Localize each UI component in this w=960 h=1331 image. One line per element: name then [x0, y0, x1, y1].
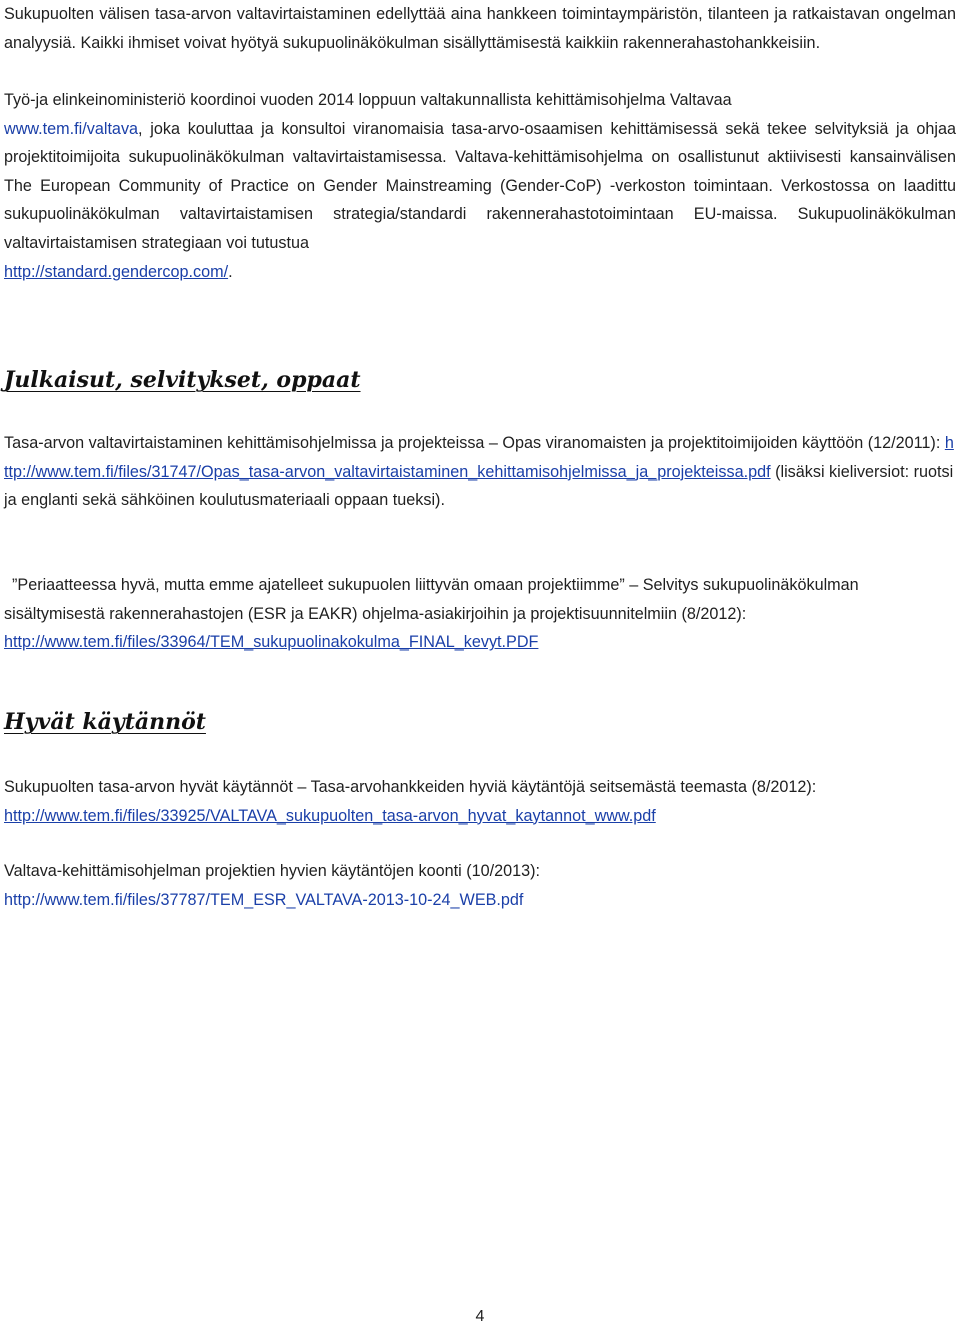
link-gendercop-standard[interactable]: http://standard.gendercop.com/ — [4, 262, 229, 281]
link-survey-pdf[interactable]: http://www.tem.fi/files/33964/TEM_sukupuolinakokulma_FINAL_kevyt.PDF — [4, 633, 539, 652]
paragraph-survey — [4, 571, 956, 657]
paragraph-good-practices — [4, 773, 816, 830]
paragraph-good-practices-text: Sukupuolten tasa-arvon hyvät käytännöt – Tasa-arvohankkeiden hyviä käytäntöjä seitsemästä teemasta (8/2012): — [4, 778, 817, 796]
paragraph-guide-text-2: (lisäksi kieliversiot: ruotsi ja englanti sekä sähköinen koulutusmateriaali oppaan tueksi). — [4, 462, 954, 510]
paragraph-guide — [4, 429, 956, 515]
section-heading-publications: Julkaisut, selvitykset, oppaat — [4, 367, 361, 393]
paragraph-valtava-text-2: , joka kouluttaa ja konsultoi viranomaisia tasa-arvo-osaamisen kehittämisessä sekä tekee selvityksiä ja ohjaa projektitoimijoita sukupuolinäkökulman valtavirtaistamisessa. Valtava-kehittämisohjelma on osallistunut aktiivisesti kansainvälisen The European Community of Practice on Gender Mainstreaming (Gender-CoP) -verkoston toimintaan. Verkostossa on laadittu sukupuolinäkökulman valtavirtaistamisen strategia/standardi rakennerahastotoimintaan EU-maissa. Sukupuolinäkökulman valtavirtaistamisen strategiaan voi tutustua — [4, 119, 956, 252]
paragraph-valtava — [4, 86, 956, 286]
section-heading-good-practices: Hyvät käytännöt — [4, 709, 206, 735]
paragraph-valtava-text-3: . — [228, 262, 233, 281]
page-number: 4 — [475, 1308, 485, 1325]
paragraph-compilation-text: Valtava-kehittämisohjelman projektien hyvien käytäntöjen koonti (10/2013): — [4, 862, 540, 880]
paragraph-compilation — [4, 857, 540, 914]
paragraph-intro: Sukupuolten välisen tasa-arvon valtavirtaistaminen edellyttää aina hankkeen toimintaympäristön, tilanteen ja ratkaistavan ongelman analyysiä. Kaikki ihmiset voivat hyötyä sukupuolinäkökulman sisällyttämisestä kaikkiin rakennerahastohankkeisiin. — [4, 5, 956, 52]
link-good-practices-pdf[interactable]: http://www.tem.fi/files/33925/VALTAVA_sukupuolten_tasa-arvon_hyvat_kaytannot_www.pdf — [4, 806, 656, 825]
paragraph-valtava-text-1: Työ-ja elinkeinoministeriö koordinoi vuoden 2014 loppuun valtakunnallista kehittämisohjelma Valtavaa — [4, 91, 732, 109]
link-guide-pdf[interactable]: http://www.tem.fi/files/31747/Opas_tasa-arvon_valtavirtaistaminen_kehittamisohjelmissa_ja_projekteissa.pdf — [4, 434, 954, 481]
link-tem-valtava[interactable]: www.tem.fi/valtava — [4, 119, 139, 138]
link-compilation-pdf[interactable]: http://www.tem.fi/files/37787/TEM_ESR_VALTAVA-2013-10-24_WEB.pdf — [4, 890, 524, 909]
paragraph-survey-text-1: ”Periaatteessa hyvä, mutta emme ajatelleet sukupuolen liittyvän omaan projektiimme” – Selvitys sukupuolinäkökulman sisältymisestä rakennerahastojen (ESR ja EAKR) ohjelma-asiakirjoihin ja projektisuunnitelmiin (8/2012): — [4, 576, 859, 623]
paragraph-guide-text-1: Tasa-arvon valtavirtaistaminen kehittämisohjelmissa ja projekteissa – Opas viranomaisten ja projektitoimijoiden käyttöön (12/2011): — [4, 434, 941, 452]
